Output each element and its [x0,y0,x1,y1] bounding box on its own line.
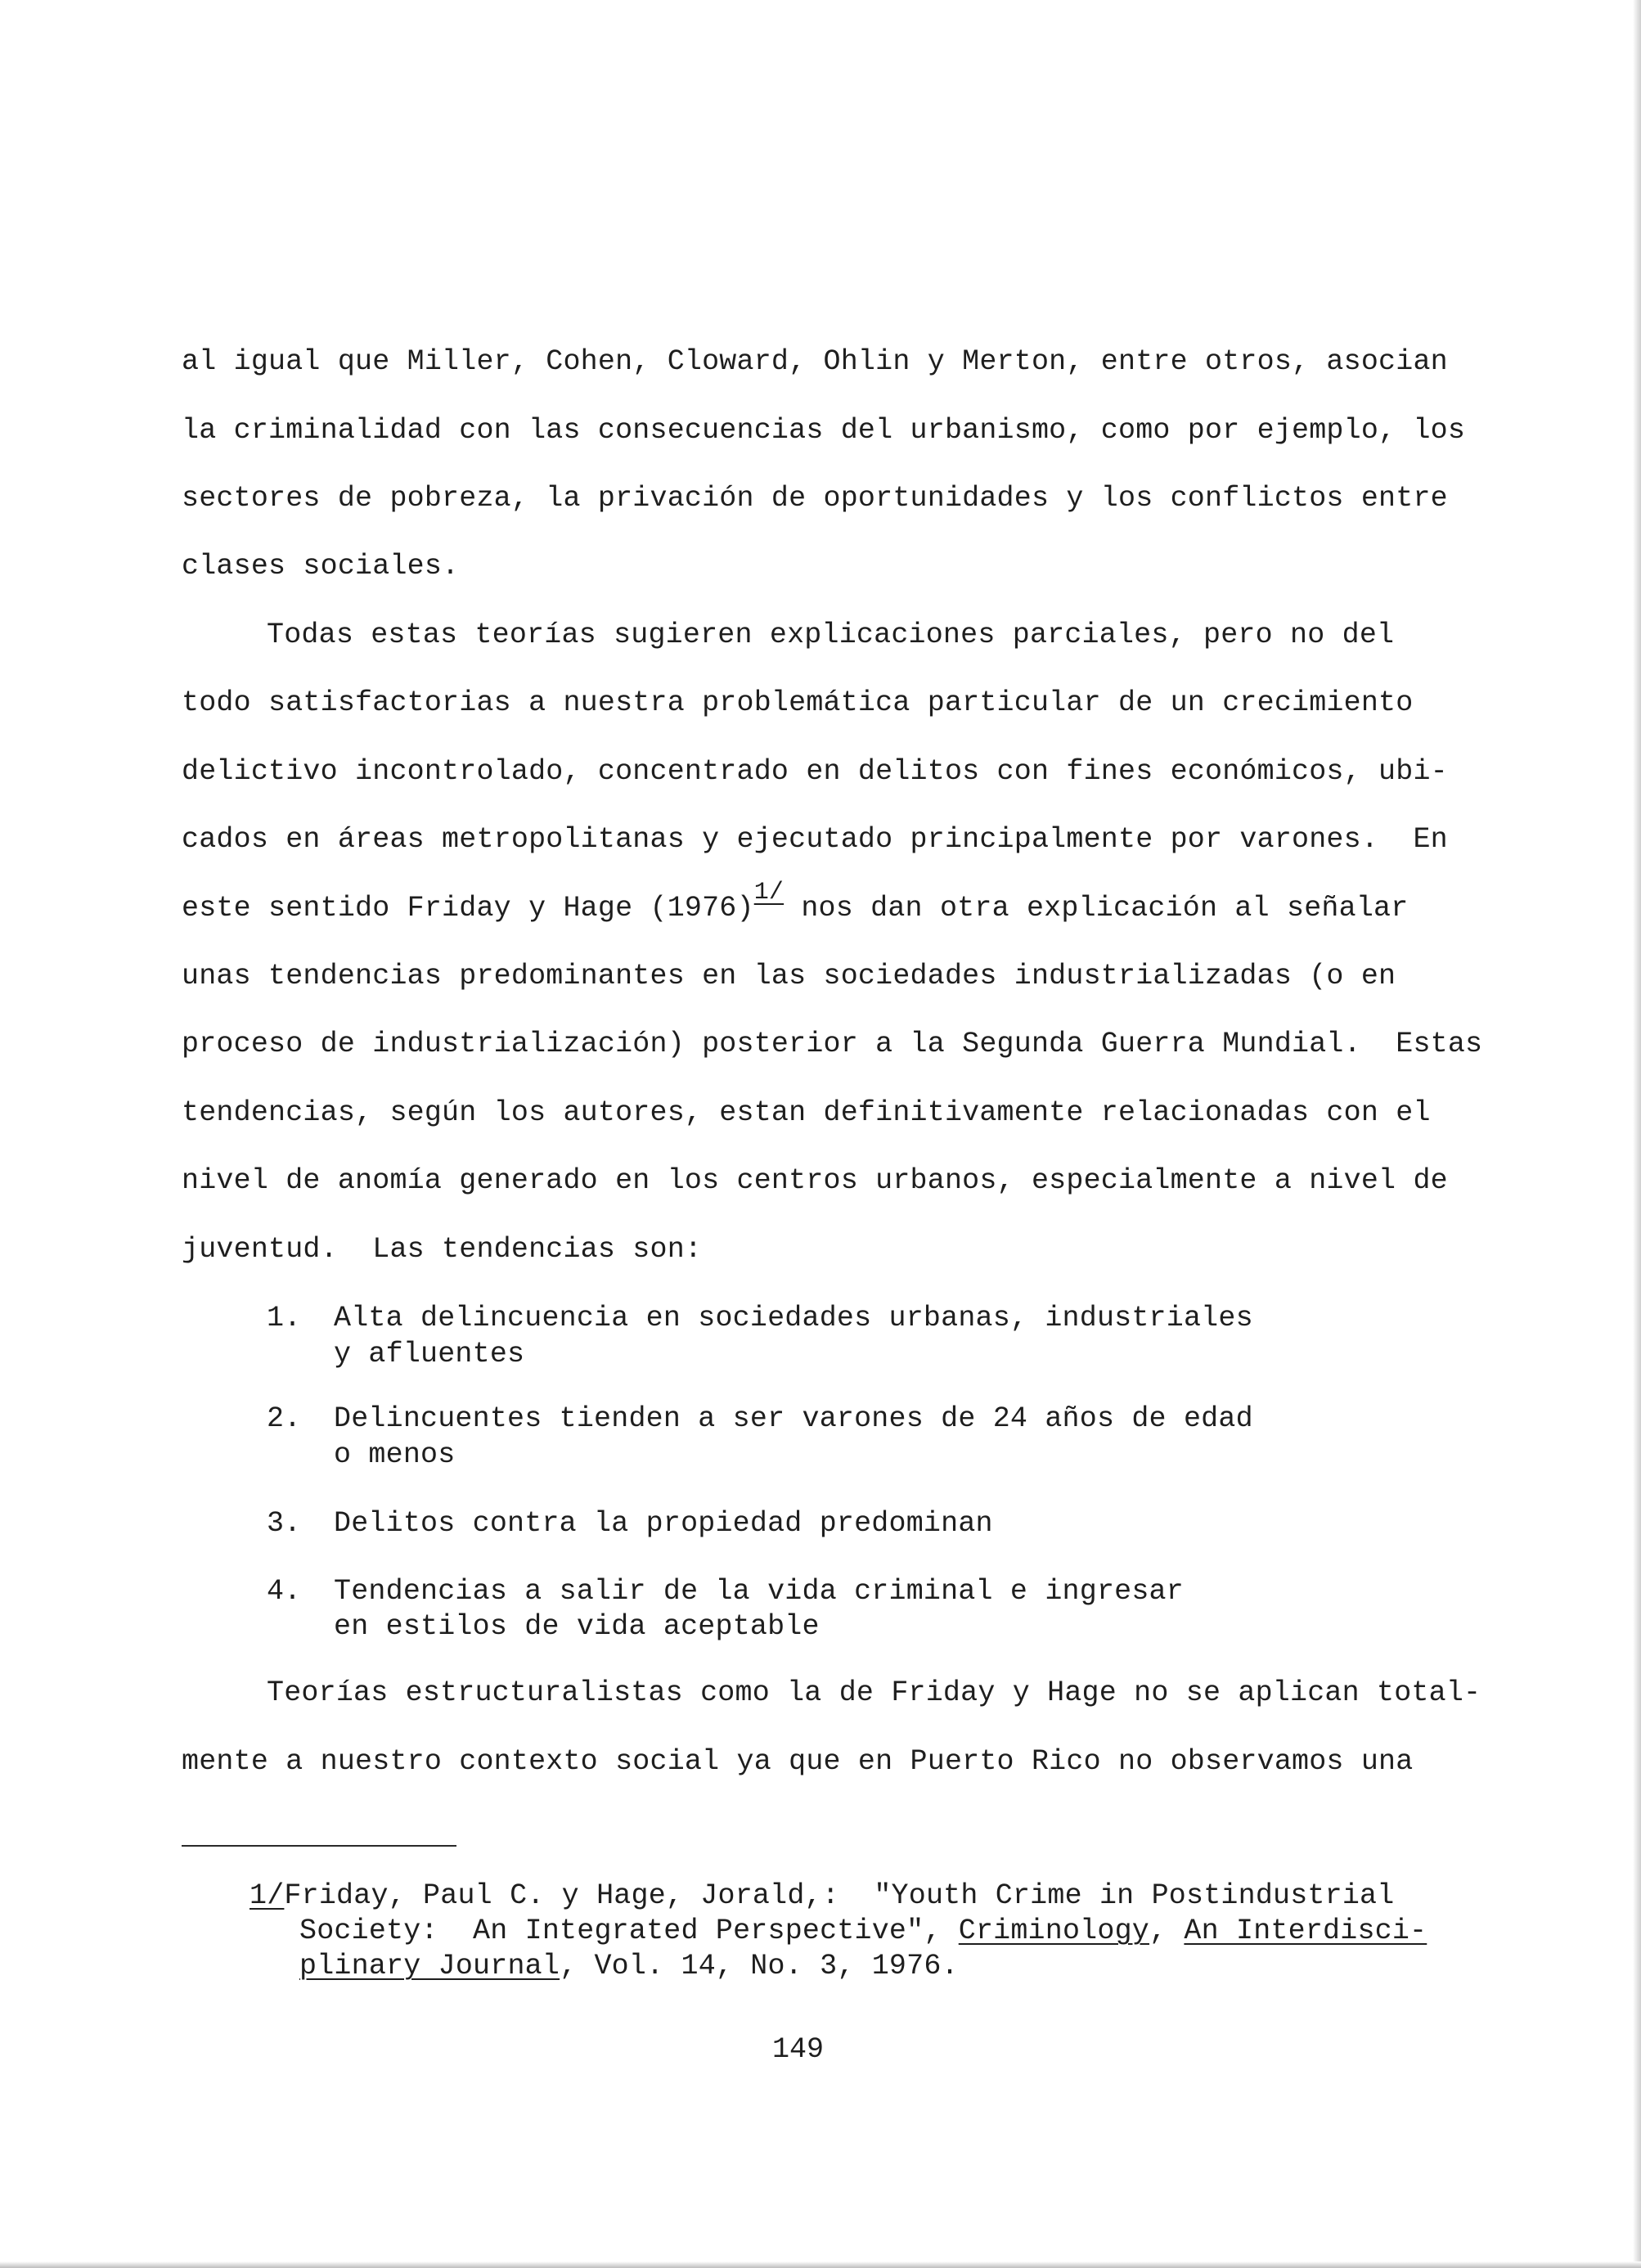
body-line-8: cados en áreas metropolitanas y ejecutado principalmente por varones. En [182,823,1448,856]
body-line-6: todo satisfactorias a nuestra problemática particular de un crecimiento [182,686,1414,719]
list-item-1-number: 1. [267,1302,302,1334]
closing-line-1: Teorías estructuralistas como la de Friday y Hage no se aplican total- [267,1676,1481,1709]
footnote-line-2 [299,1913,1427,1949]
list-item-3-number: 3. [267,1507,302,1540]
body-line-13: nivel de anomía generado en los centros urbanos, especialmente a nivel de [182,1164,1448,1197]
footnote-volume-info: , Vol. 14, No. 3, 1976. [560,1950,959,1982]
footnote-marker: 1/ [250,1879,285,1912]
body-line-14: juventud. Las tendencias son: [182,1233,703,1266]
page-number: 149 [772,2033,825,2066]
footnote-line-3 [299,1948,959,1984]
footnote-journal-subtitle: An Interdisci- [1184,1915,1427,1947]
body-line-12: tendencias, según los autores, estan definitivamente relacionadas con el [182,1096,1431,1129]
body-line-2: la criminalidad con las consecuencias del urbanismo, como por ejemplo, los [182,414,1466,447]
footnote-journal-name: Criminology [958,1915,1149,1947]
list-item-2-line-1: Delincuentes tienden a ser varones de 24 años de edad [334,1402,1253,1435]
body-line-11: proceso de industrialización) posterior a la Segunda Guerra Mundial. Estas [182,1028,1483,1060]
body-line-10: unas tendencias predominantes en las sociedades industrializadas (o en [182,960,1396,992]
list-item-2-number: 2. [267,1402,302,1435]
list-item-1-line-2: y afluentes [334,1338,525,1370]
page-edge-shadow [1633,0,1641,2268]
list-item-1-line-1: Alta delincuencia en sociedades urbanas, industriales [334,1302,1253,1334]
footnote-comma: , [1149,1915,1185,1947]
list-item-2-line-2: o menos [334,1438,456,1471]
page-bottom-edge-shadow [0,2261,1641,2268]
list-item-4-line-2: en estilos de vida aceptable [334,1610,820,1643]
list-item-3-line-1: Delitos contra la propiedad predominan [334,1507,993,1540]
body-line-9-start: este sentido Friday y Hage (1976) [182,892,754,925]
footnote-citation-start: Friday, Paul C. y Hage, Jorald,: "Youth Crime in Postindustrial [284,1879,1395,1912]
body-line-9-end: nos dan otra explicación al señalar [784,892,1409,925]
list-item-4-number: 4. [267,1575,302,1608]
footnote-reference: 1/ [753,879,785,907]
footnote-line-1 [250,1878,1394,1914]
footnote-separator [182,1845,456,1847]
body-line-4: clases sociales. [182,550,460,583]
list-item-4-line-1: Tendencias a salir de la vida criminal e ingresar [334,1575,1184,1608]
body-line-7: delictivo incontrolado, concentrado en delitos con fines económicos, ubi- [182,755,1448,788]
body-line-9 [182,879,1409,926]
footnote-journal-subtitle-end: plinary Journal [299,1950,560,1982]
footnote-article-title: Society: An Integrated Perspective", [299,1915,959,1947]
closing-line-2: mente a nuestro contexto social ya que en Puerto Rico no observamos una [182,1745,1414,1778]
body-line-1: al igual que Miller, Cohen, Cloward, Ohlin y Merton, entre otros, asocian [182,345,1448,378]
body-line-5: Todas estas teorías sugieren explicaciones parciales, pero no del [267,619,1395,651]
body-line-3: sectores de pobreza, la privación de oportunidades y los conflictos entre [182,482,1448,515]
